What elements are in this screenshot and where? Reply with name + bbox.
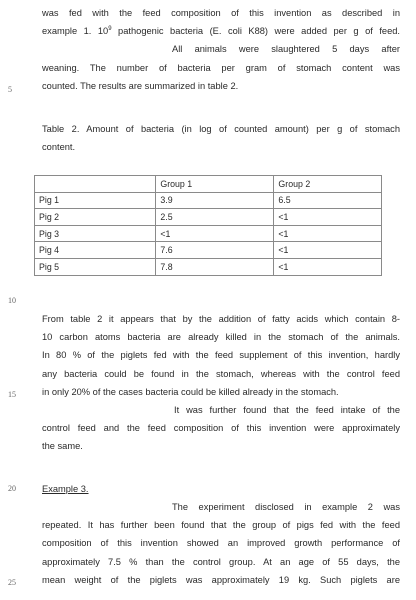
table-cell: 6.5	[274, 192, 382, 209]
paragraph-example-3	[42, 498, 400, 589]
table-cell: <1	[274, 242, 382, 259]
paragraph-results	[42, 310, 400, 456]
table-row	[35, 192, 382, 209]
table-header-cell	[35, 176, 156, 193]
line-number-10: 10	[8, 296, 16, 305]
text-line: in only 20% of the cases bacteria could be killed already in the stomach.	[42, 386, 339, 397]
text-line: 10 carbon atoms bacteria are already killed in the stomach of the animals.	[42, 332, 400, 343]
text-line: counted. The results are summarized in table 2.	[42, 80, 239, 91]
table-row	[35, 225, 382, 242]
table-cell: <1	[156, 225, 274, 242]
table-cell: <1	[274, 225, 382, 242]
table-cell: 2.5	[156, 209, 274, 226]
text-line: the same.	[42, 441, 83, 452]
table-caption-line: content.	[42, 142, 76, 153]
line-number-25: 25	[8, 578, 16, 587]
text-line: composition of this invention showed an improved growth performance of	[42, 538, 400, 549]
table-caption-line: Table 2. Amount of bacteria (in log of counted amount) per g of stomach	[42, 124, 400, 134]
line-number-20: 20	[8, 484, 16, 493]
line-number-5: 5	[8, 85, 12, 94]
text-line: approximately 7.5 % than the control group. At an age of 55 days, the	[42, 556, 400, 567]
example-3-heading: Example 3.	[42, 484, 89, 494]
line-number-15: 15	[8, 390, 16, 399]
table-cell: 7.8	[156, 258, 274, 275]
text-line: In 80 % of the piglets fed with the feed supplement of this invention, hardly	[42, 350, 400, 361]
table-row	[35, 242, 382, 259]
table-cell: <1	[274, 209, 382, 226]
superscript: 9	[108, 26, 112, 33]
table-cell: 7.6	[156, 242, 274, 259]
text-line: repeated. It has further been found that the group of pigs fed with the feed	[42, 520, 400, 531]
table-header-row	[35, 176, 382, 193]
table-cell: <1	[274, 258, 382, 275]
text-line: was fed with the feed composition of this invention as described in	[42, 8, 400, 18]
table-cell: Pig 5	[35, 258, 156, 275]
text-line: example 1. $10^9$ pathogenic bacteria (E. coli K88) were added per g of feed.	[42, 26, 400, 37]
text-line: mean weight of the piglets was approximately 19 kg. Such piglets are	[42, 574, 400, 585]
table-row	[35, 209, 382, 226]
table-header-cell: Group 2	[274, 176, 382, 193]
bacteria-table	[34, 175, 382, 276]
text-line: any bacteria could be found in the stomach, whereas with the control feed	[42, 368, 400, 379]
table-cell: Pig 4	[35, 242, 156, 259]
table-cell: Pig 3	[35, 225, 156, 242]
table-cell: Pig 2	[35, 209, 156, 226]
table-row	[35, 258, 382, 275]
text-line: All animals were slaughtered 5 days after	[172, 44, 400, 55]
table-caption	[42, 120, 400, 156]
text-line: It was further found that the feed intake of the	[174, 405, 400, 416]
table-cell: Pig 1	[35, 192, 156, 209]
table-cell: 3.9	[156, 192, 274, 209]
text-line: control feed and the feed composition of this invention were approximately	[42, 423, 400, 434]
table-header-cell: Group 1	[156, 176, 274, 193]
text-line: The experiment disclosed in example 2 was	[172, 502, 400, 512]
paragraph-intro	[42, 4, 400, 95]
text-line: From table 2 it appears that by the addition of fatty acids which contain 8-	[42, 314, 400, 324]
text-line: weaning. The number of bacteria per gram of stomach content was	[42, 62, 400, 73]
